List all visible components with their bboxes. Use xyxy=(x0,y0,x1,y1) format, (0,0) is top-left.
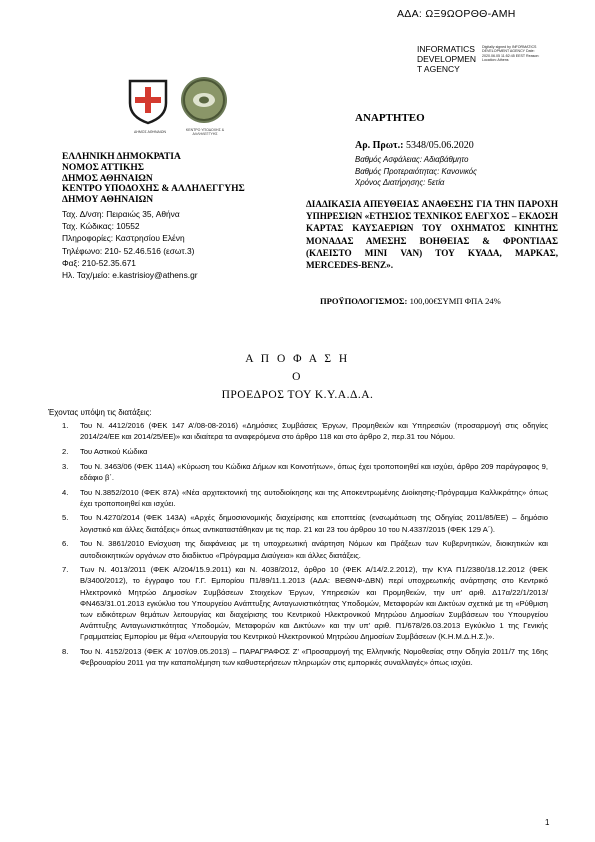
list-item xyxy=(52,461,548,483)
sender-line: ΔΗΜΟΣ ΑΘΗΝΑΙΩΝ xyxy=(62,173,153,184)
sender-header xyxy=(62,152,245,206)
list-item xyxy=(52,420,548,442)
decision-president: ΠΡΟΕΔΡΟΣ ΤΟΥ Κ.Υ.Α.Δ.Α. xyxy=(221,389,374,401)
protocol-label: Αρ. Πρωτ.: xyxy=(355,140,404,151)
signature-agency-label: INFORMATICS DEVELOPMEN T AGENCY xyxy=(417,44,477,74)
item-text: Του Ν. 4152/2013 (ΦΕΚ Α’ 107/09.05.2013) – ΠΑΡΑΓΡΑΦΟΣ Ζ’ «Προσαρμογή της Ελληνικής Νομοθεσίας στην Οδηγία 2011/7 της 16ης Φεβρουαρίου 2011 για την καταπολέμηση των καθυστερήσεων πληρωμών στις εμπορικές συναλλαγές» όπως ισχύει. xyxy=(80,647,548,668)
sender-line: ΔΗΜΟΥ ΑΘΗΝΑΙΩΝ xyxy=(62,195,154,206)
contact-postcode: Ταχ. Κώδικας: 10552 xyxy=(62,221,140,232)
sender-line: ΚΕΝΤΡΟ ΥΠΟΔΟΧΗΣ & ΑΛΛΗΛΕΓΓΥΗΣ xyxy=(62,184,245,195)
item-number: 7. xyxy=(62,565,69,575)
sender-contact xyxy=(62,208,198,281)
right-logo-caption: ΚΕΝΤΡΟ ΥΠΟΔΟΧΗΣ & ΑΛΛΗΛΕΓΓΥΗΣ xyxy=(185,128,225,136)
item-number: 4. xyxy=(62,487,69,497)
item-text: Του Ν. 4412/2016 (ΦΕΚ 147 Α’/08-08-2016) «Δημόσιες Συμβάσεις Έργων, Προμηθειών και Υπηρεσιών (προσαρμογή στις οδηγίες 2014/24/ΕΕ και 2014/25/ΕΕ)» και ιδιαίτερα τα αναφερόμενα στο άρθρο 118 και στο άρθρο 2, περ.31 του Νόμου. xyxy=(80,421,548,442)
protocol-number xyxy=(355,140,474,151)
item-number: 3. xyxy=(62,461,69,471)
athens-municipality-logo xyxy=(126,77,170,125)
sender-line: ΕΛΛΗΝΙΚΗ ΔΗΜΟΚΡΑΤΙΑ xyxy=(62,152,181,162)
budget-value: 100,00€ΣΥΜΠ ΦΠΑ 24% xyxy=(409,296,501,306)
item-text: Του Ν.4270/2014 (ΦΕΚ 143Α) «Αρχές δημοσιονομικής διαχείρισης και εποπτείας (ενσωμάτωση της Οδηγίας 2011/85/ΕΕ) – δημόσιο λογιστικό και άλλες διατάξεις» όπως αντικαταστάθηκαν με τις παρ. 21 και 23 του άρθρου 10 του Ν.4337/2015 (ΦΕΚ 129 Α΄). xyxy=(80,513,548,534)
item-number: 6. xyxy=(62,539,69,549)
considerations-intro: Έχοντας υπόψη τις διατάξεις: xyxy=(48,408,152,417)
left-logo-caption: ΔΗΜΟΣ ΑΘΗΝΑΙΩΝ xyxy=(134,130,166,134)
considerations-list xyxy=(52,420,548,672)
budget xyxy=(320,296,501,306)
priority-level: Βαθμός Προτεραιότητας: Κανονικός xyxy=(355,166,477,176)
list-item xyxy=(52,646,548,668)
item-number: 1. xyxy=(62,421,69,430)
item-text: Του Ν. 3463/06 (ΦΕΚ 114Α) «Κύρωση του Κώδικα Δήμων και Κοινοτήτων», όπως έχει τροποποιηθεί και ισχύει, άρθρο 209 παράγραφος 9, εδάφιο β΄. xyxy=(80,461,548,482)
item-number: 2. xyxy=(62,446,69,456)
item-number: 5. xyxy=(62,513,69,523)
list-item xyxy=(52,487,548,509)
list-item xyxy=(52,564,548,642)
contact-email: Ηλ. Ταχ/μείο: e.kastrisioy@athens.gr xyxy=(62,270,198,281)
item-number: 8. xyxy=(62,647,69,657)
contact-person: Πληροφορίες: Καστρησίου Ελένη xyxy=(62,233,185,244)
retention-period: Χρόνος Διατήρησης: 5ετία xyxy=(355,178,445,188)
contact-fax: Φαξ: 210-52.35.671 xyxy=(62,257,136,268)
list-item xyxy=(52,538,548,560)
decision-title: Α Π Ο Φ Α Σ Η xyxy=(245,353,350,365)
item-text: Του Αστικού Κώδικα xyxy=(80,446,148,456)
contact-phone: Τηλέφωνο: 210- 52.46.516 (εσωτ.3) xyxy=(62,245,195,256)
protocol-value: 5348/05.06.2020 xyxy=(405,140,474,151)
item-text: Του Ν. 3861/2010 Ενίσχυση της διαφάνειας με τη υποχρεωτική ανάρτηση Νόμων και Πράξεων των Κυβερνητικών, διοικητικών και αυτοδιοικητικών οργάνων στο διαδίκτυο «Πρόγραμμα Διαύγεια» και άλλες διατάξεις. xyxy=(80,539,548,560)
subject: ΔΙΑΔΙΚΑΣΙΑ ΑΠΕΥΘΕΙΑΣ ΑΝΑΘΕΣΗΣ ΓΙΑ ΤΗΝ ΠΑΡΟΧΗ ΥΠΗΡΕΣΙΩΝ «ΕΤΗΣΙΟΣ ΤΕΧΝΙΚΟΣ ΕΛΕΓΧΟΣ – ΕΚΔΟΣΗ ΚΑΡΤΑΣ ΚΑΥΣΑΕΡΙΩΝ ΤΟΥ ΟΧΗΜΑΤΟΣ ΚΙΝΗΤΗΣ ΜΟΝΑΔΑΣ ΑΜΕΣΗΣ ΒΟΗΘΕΙΑΣ & ΦΡΟΝΤΙΔΑΣ (ΚΛΕΙΣΤΟ ΜΙΝΙ VAN) ΤΟΥ ΚΥΑΔΑ, ΜΑΡΚΑΣ, MERCEDES-BENZ». xyxy=(306,199,558,271)
posting-notice: ΑΝΑΡΤΗΤΕΟ xyxy=(355,112,425,124)
signature-details: Digitally signed by INFORMATICS DEVELOPMENT AGENCY Date: 2020.06.05 11:52:45 EEST Reason: Location: Athens xyxy=(482,45,540,63)
decision-article: Ο xyxy=(292,371,303,383)
list-item xyxy=(52,446,548,457)
page-number: 1 xyxy=(545,818,550,827)
budget-label: ΠΡΟΫΠΟΛΟΓΙΣΜΟΣ: xyxy=(320,296,408,306)
list-item xyxy=(52,512,548,534)
document-meta xyxy=(355,154,477,189)
item-text: Των Ν. 4013/2011 (ΦΕΚ Α/204/15.9.2011) και Ν. 4038/2012, άρθρο 10 (ΦΕΚ Α/14/2.2.2012), την ΚΥΑ Π1/2380/18.12.2012 (ΦΕΚ Β/3400/2012), το έγγραφο του Γ.Γ. Εμπορίου Π1/89/11.1.2013 (ΑΔΑ: ΒΕΘΝΦ-ΔΒΝ) περί υποχρεωτικής ανάρτησης στο Κεντρικό Ηλεκτρονικό Μητρώο Δημοσίων Συμβάσεων Στοιχείων Έργων, Υπηρεσιών και Προμηθειών, την υπ’ αριθ. Δ17α/22/1/2013/ΦΝ463/31.01.2013 εγκύκλιο του Υπουργείου Ανάπτυξης Ανταγωνιστικότητας Υποδομών, Μεταφορών και Δικτύων σχετικά με τη «Ρύθμιση των ειδικότερων θεμάτων λειτουργίας και διαχείρισης του Κεντρικού Ηλεκτρονικού Μητρώου Δημοσίων Συμβάσεων του Υπουργείου Ανάπτυξης Ανταγωνιστικότητας Υποδομών, Μεταφορών και Δικτύων» και την υπ’ αριθ. Π1/678/26.03.2013 Εγκύκλιο 1 της Γενικής Γραμματείας Εμπορίου με θέμα «Λειτουργία του Κεντρικού Ηλεκτρονικού Μητρώου Δημοσίων Συμβάσεων (Κ.Η.Μ.Δ.Η.Σ.)». xyxy=(80,565,548,642)
contact-address: Ταχ. Δ/νση: Πειραιώς 35, Αθήνα xyxy=(62,209,180,219)
reception-center-logo xyxy=(181,77,227,123)
sender-line: ΝΟΜΟΣ ΑΤΤΙΚΗΣ xyxy=(62,162,144,173)
item-text: Του Ν.3852/2010 (ΦΕΚ 87Α) «Νέα αρχιτεκτονική της αυτοδιοίκησης και της Αποκεντρωμένης Διοίκησης-Πρόγραμμα Καλλικράτης» όπως έχει τροποποιηθεί και ισχύει. xyxy=(80,487,548,508)
ada-code: ΑΔΑ: ΩΞ9ΩΟΡΘΘ-ΑΜΗ xyxy=(397,8,516,20)
security-level: Βαθμός Ασφάλειας: Αδιαβάθμητο xyxy=(355,155,469,164)
